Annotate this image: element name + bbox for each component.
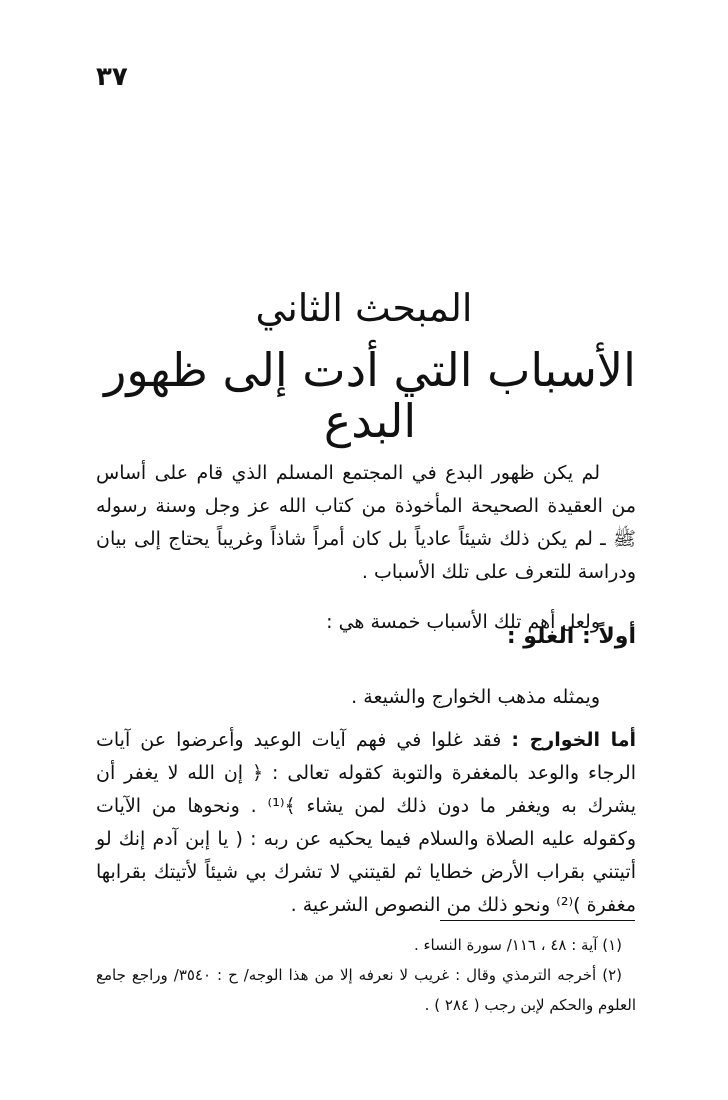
footnote-1: (١) آية : ٤٨ ، ١١٦/ سورة النساء . — [413, 936, 622, 954]
page-number: ٣٧ — [96, 62, 128, 92]
paragraph-representatives: ويمثله مذهب الخوارج والشيعة . — [351, 686, 600, 708]
paragraph-intro: لم يكن ظهور البدع في المجتمع المسلم الذي قام على أساس من العقيدة الصحيحة المأخوذة من كتاب الله عز وجل وسنة رسوله ﷺ ـ لم يكن ذلك شيئاً عادياً بل كان أمراً شاذاً وغريباً يحتاج إلى بيان ودراسة للتعرف على تلك الأسباب . — [96, 462, 636, 583]
paragraph-reasons: ولعل أهم تلك الأسباب خمسة هي : — [326, 611, 600, 633]
khawarij-body: فقد غلوا في فهم آيات الوعيد وأعرضوا عن آيات الرجاء والوعد بالمغفرة والتوبة كقوله تعالى : ﴿ إن الله لا يغفر أن يشرك به ويغفر ما دون ذلك لمن يشاء ﴾⁽¹⁾ . ونحوها من الآيات وكقوله عليه الصلاة والسلام فيما يحكيه عن ربه : ( يا إبن آدم إنك لو أتيتني بقراب الأرض خطايا ثم لقيتني لا تشرك بي شيئاً لأتيتك بقرابها مغفرة )⁽²⁾ ونحو ذلك من النصوص الشرعية . — [96, 729, 637, 916]
footnote-2: (٢) أخرجه الترمذي وقال : غريب لا نعرفه إلا من هذا الوجه/ ح : ٣٥٤٠/ وراجع جامع العلوم والحكم لإبن رجب ( ٢٨٤ ) . — [96, 966, 636, 1014]
footnotes — [96, 930, 636, 1020]
chapter-title: الأسباب التي أدت إلى ظهور البدع — [104, 343, 636, 448]
khawarij-lead: أما الخوارج : — [511, 729, 636, 751]
section-heading-extremism: أولاً : الغلو : — [506, 624, 636, 649]
chapter-label: المبحث الثاني — [255, 286, 473, 330]
paragraph-khawarij — [96, 724, 636, 922]
footnote-divider — [440, 920, 635, 921]
